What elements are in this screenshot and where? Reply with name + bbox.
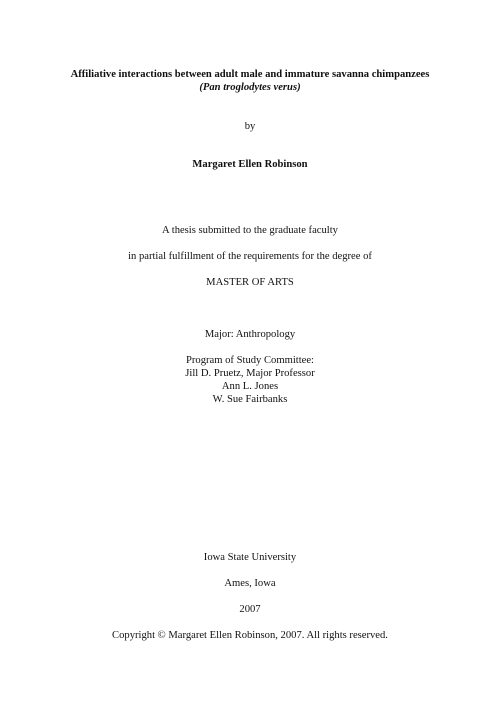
degree-name: MASTER OF ARTS — [206, 277, 294, 288]
committee-member: Jill D. Pruetz, Major Professor — [185, 368, 315, 379]
statement-line-2: in partial fulfillment of the requirements for the degree of — [128, 251, 372, 262]
by-label: by — [244, 121, 256, 132]
year: 2007 — [239, 604, 261, 615]
committee-member: Ann L. Jones — [221, 381, 279, 392]
thesis-title-line-2: (Pan troglodytes verus) — [199, 82, 301, 93]
committee-member: W. Sue Fairbanks — [212, 394, 288, 405]
thesis-title-line-1: Affiliative interactions between adult male and immature savanna chimpanzees — [70, 69, 430, 80]
copyright-notice: Copyright © Margaret Ellen Robinson, 2007. All rights reserved. — [112, 630, 388, 641]
institution-location: Ames, Iowa — [224, 578, 276, 589]
institution-name: Iowa State University — [203, 552, 297, 563]
committee-heading: Program of Study Committee: — [186, 355, 314, 366]
statement-line-1: A thesis submitted to the graduate faculty — [162, 225, 338, 236]
major-field: Major: Anthropology — [204, 329, 296, 340]
author-name: Margaret Ellen Robinson — [192, 159, 308, 170]
